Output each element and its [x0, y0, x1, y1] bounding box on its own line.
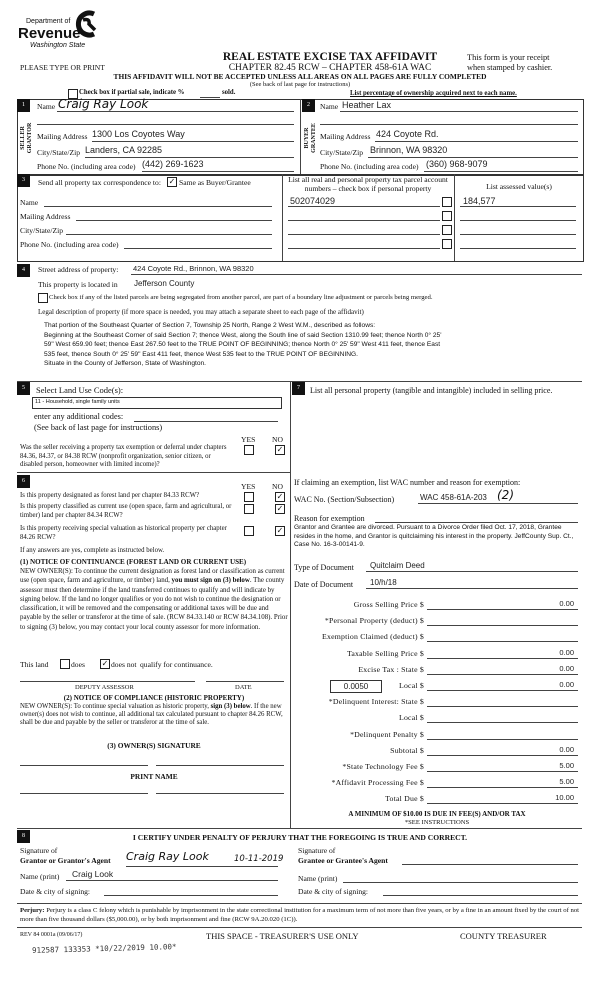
- tax-line-value: 0.00: [559, 599, 574, 608]
- reason-line: [375, 522, 578, 523]
- personal-property-checkbox-2[interactable]: [442, 211, 452, 221]
- s6-yes-header: YES: [241, 482, 256, 491]
- partial-percent-field[interactable]: [200, 97, 220, 98]
- seller-phone-field[interactable]: (442) 269-1623: [142, 159, 204, 169]
- buyer-phone-field[interactable]: (360) 968-9079: [426, 159, 488, 169]
- no-header: NO: [272, 435, 283, 444]
- tax-line-field[interactable]: [427, 739, 578, 740]
- please-type-note: PLEASE TYPE OR PRINT: [20, 63, 105, 72]
- tax-line-value: 10.00: [555, 793, 574, 803]
- tax-line-label: Exemption Claimed (deduct) $: [322, 632, 424, 642]
- form-revision: REV 84 0001a (09/06/17): [20, 932, 83, 938]
- tax-line-label: Local $: [399, 681, 424, 690]
- notice1-part-a: NEW OWNER(S): To continue the current designation as forest land or classification as current use (open space, farm and agriculture, or timber) land,: [20, 568, 285, 585]
- corr-mail-field[interactable]: [76, 220, 272, 221]
- tax-line-label: *Delinquent Penalty $: [350, 729, 424, 739]
- buyer-phone-line: [424, 171, 578, 172]
- seller-city-label: City/State/Zip: [37, 148, 81, 157]
- segregation-label: Check box if any of the listed parcels are being segregated from another parcel, are part of a boundary line adjustment or parcels being merged.: [49, 294, 433, 301]
- treasurer-space-label: THIS SPACE - TREASURER'S USE ONLY: [206, 931, 359, 941]
- grantee-date-city-label: Date & city of signing:: [298, 887, 369, 896]
- completion-warning: THIS AFFIDAVIT WILL NOT BE ACCEPTED UNLESS ALL AREAS ON ALL PAGES ARE FULLY COMPLETED: [113, 72, 487, 81]
- current-use-no-checkbox[interactable]: ✓: [276, 504, 284, 513]
- street-address-line: [131, 274, 582, 275]
- assessed-line-2[interactable]: [460, 220, 576, 221]
- additional-codes-field[interactable]: [134, 421, 278, 422]
- notice1-part-b: . The county assessor must then determine if the land transferred continues to qualify and will indicate by signing below. If the land no longer qualifies or you do not wish to continue the designation or classification, it will be removed and the compensating or additional taxes will be due and payable by the seller or transferor at the time of sale. (RCW 84.33.140 or RCW 84.34.108). Prior to signing (3) below, you may contact your local county assessor for more information.: [20, 577, 288, 631]
- forest-land-yes-checkbox[interactable]: [244, 492, 254, 502]
- tax-line-field[interactable]: [427, 625, 578, 626]
- parcel-line-2[interactable]: [288, 220, 440, 221]
- section-5-number: 5: [17, 382, 30, 395]
- forest-land-question: Is this property designated as forest land per chapter 84.33 RCW?: [20, 492, 200, 499]
- notice-continuance-title: (1) NOTICE OF CONTINUANCE (FOREST LAND OR CURRENT USE): [20, 558, 247, 566]
- corr-city-field[interactable]: [66, 234, 272, 235]
- historical-no-checkbox[interactable]: ✓: [276, 526, 284, 535]
- legal-description-text[interactable]: [44, 321, 441, 369]
- seller-phone-label: Phone No. (including area code): [37, 162, 136, 171]
- tax-line-label: *Affidavit Processing Fee $: [331, 778, 424, 788]
- corr-phone-field[interactable]: [124, 248, 272, 249]
- personal-property-checkbox-1[interactable]: [442, 197, 452, 207]
- print-name-label: PRINT NAME: [130, 772, 178, 781]
- grantor-date-city-label: Date & city of signing:: [20, 887, 91, 896]
- qualify-label: qualify for continuance.: [140, 660, 213, 669]
- grantor-signature-date: 10-11-2019: [234, 854, 284, 864]
- legal-line: That portion of the Southeast Quarter of Section 7, Township 25 North, Range 2 West W.M., described as follows:: [44, 322, 376, 329]
- tax-line-field[interactable]: [427, 609, 578, 610]
- land-use-see-back: (See back of last page for instructions): [34, 423, 163, 432]
- assessed-header: List assessed value(s): [486, 182, 552, 191]
- parties-divider: [300, 99, 301, 175]
- grantor-name-label: Name (print): [20, 872, 60, 881]
- partial-sale-label: Check box if partial sale, indicate %: [79, 89, 185, 96]
- buyer-mail-label: Mailing Address: [320, 132, 371, 141]
- grantor-sig-of-label: Signature of: [20, 846, 58, 855]
- buyer-mail-line: [375, 141, 578, 142]
- print-name-field-2[interactable]: [156, 793, 284, 794]
- owner-signature-label: (3) OWNER(S) SIGNATURE: [107, 741, 201, 750]
- seller-mail-label: Mailing Address: [37, 132, 88, 141]
- tax-line-field[interactable]: [427, 803, 578, 804]
- personal-property-checkbox-4[interactable]: [442, 239, 452, 249]
- land-use-code-select[interactable]: [32, 397, 282, 409]
- dor-logo: [18, 10, 98, 54]
- land-use-label: Select Land Use Code(s):: [36, 385, 124, 395]
- form-subtitle: CHAPTER 82.45 RCW – CHAPTER 458-61A WAC: [228, 63, 432, 73]
- see-back-note: (See back of last page for instructions): [249, 81, 351, 88]
- yes-header: YES: [241, 435, 256, 444]
- parcel-line-1: [288, 206, 440, 207]
- assessed-value-field[interactable]: 184,577: [463, 196, 496, 206]
- seller-mail-field[interactable]: 1300 Los Coyotes Way: [92, 129, 185, 139]
- tax-line-label: Taxable Selling Price $: [346, 648, 424, 658]
- wac-label: WAC No. (Section/Subsection): [294, 495, 395, 504]
- legal-line: 535 feet, thence South 0° 25' 59" East 411 feet, thence West 535 feet to the TRUE POINT OF BEGINNING.: [44, 350, 358, 358]
- deputy-assessor-signature[interactable]: [20, 681, 195, 682]
- local-rate-value: 0.0050: [343, 682, 369, 691]
- legal-description-label: Legal description of property (if more space is needed, you may attach a separate sheet to each page of the affidavit): [38, 308, 364, 316]
- notice-compliance-text: [20, 703, 288, 728]
- perjury-bold: Perjury:: [20, 907, 45, 914]
- buyer-city-field[interactable]: Brinnon, WA 98320: [370, 145, 448, 155]
- corr-name-field[interactable]: [44, 206, 272, 207]
- county-label: This property is located in: [38, 280, 118, 289]
- buyer-name-label: Name: [320, 102, 339, 111]
- additional-codes-label: enter any additional codes:: [34, 412, 124, 421]
- assessed-line-1: [460, 206, 576, 207]
- s6-no-header: NO: [272, 482, 283, 491]
- street-address-label: Street address of property:: [38, 265, 119, 274]
- grantee-signature-field[interactable]: [402, 864, 578, 865]
- doc-type-line: [366, 571, 578, 572]
- grantee-name-label: Name (print): [298, 874, 338, 883]
- tax-line-label: *Personal Property (deduct) $: [324, 616, 424, 626]
- cashier-stamp: 912587 133353 *10/22/2019 10.00*: [31, 942, 177, 955]
- ownership-note: List percentage of ownership acquired next to each name.: [350, 90, 517, 97]
- logo-swoosh-icon: [74, 10, 98, 38]
- perjury-statement: [20, 906, 582, 924]
- tax-line-field[interactable]: [427, 674, 578, 675]
- buyer-mail-field[interactable]: 424 Coyote Rd.: [376, 129, 439, 139]
- doc-date-field[interactable]: 10/h/18: [370, 578, 397, 587]
- doc-type-field[interactable]: Quitclaim Deed: [370, 561, 425, 570]
- notice1-bold: you must sign on (3) below: [171, 577, 250, 585]
- grantee-agent-label: Grantee or Grantee's Agent: [298, 856, 388, 865]
- tax-line-field[interactable]: [427, 690, 578, 691]
- tax-line-label: *Delinquent Interest: State $: [328, 697, 424, 707]
- receipt-note-2: when stamped by cashier.: [467, 63, 553, 72]
- segregation-checkbox[interactable]: [38, 293, 48, 303]
- deputy-date-field[interactable]: [206, 681, 284, 682]
- tax-line-value: 0.00: [559, 744, 574, 754]
- buyer-name-line: [340, 111, 578, 112]
- legal-line: 59" West 659.90 feet; thence East 267.50 feet to the TRUE POINT OF BEGINNING; thence North 0° 25' 59" West 411 feet, thence East: [44, 341, 441, 349]
- seller-name-line-2: [37, 124, 294, 125]
- section-3-divider-2: [454, 174, 455, 261]
- partial-sold-label: sold.: [222, 89, 236, 96]
- tax-line-label: Gross Selling Price $: [353, 600, 424, 609]
- wac-handwritten-subsection: (2): [497, 488, 514, 502]
- same-as-buyer-checkbox[interactable]: ✓: [168, 177, 176, 186]
- reason-label: Reason for exemption: [294, 514, 365, 523]
- exemption-deferral-question: Was the seller receiving a property tax exemption or deferral under chapters 84.36, 84.37, or 84.38 RCW (nonprofit organization, senior citizen, or disabled person, homeowner with limited income)?: [20, 444, 227, 469]
- current-use-yes-checkbox[interactable]: [244, 504, 254, 514]
- parcel-number-field[interactable]: 502074029: [290, 196, 336, 206]
- notice2-bold: sign (3) below: [210, 703, 251, 710]
- deputy-date-label: DATE: [235, 684, 252, 691]
- this-land-label: This land: [20, 660, 49, 669]
- exemption-no-checkbox[interactable]: ✓: [276, 445, 284, 454]
- buyer-name-field[interactable]: Heather Lax: [342, 100, 392, 110]
- tax-line-value: 5.00: [559, 777, 574, 787]
- see-instructions-note: *SEE INSTRUCTIONS: [404, 819, 470, 826]
- form-title: REAL ESTATE EXCISE TAX AFFIDAVIT: [222, 51, 438, 63]
- section-3-divider-1: [282, 174, 283, 261]
- seller-side-label: SELLER GRANTOR: [20, 122, 33, 154]
- send-correspondence-label: Send all property tax correspondence to:: [38, 178, 161, 187]
- seller-mail-line: [92, 141, 294, 142]
- seller-city-line: [85, 157, 294, 158]
- tax-line-label: Subtotal $: [390, 745, 424, 755]
- historical-property-question: Is this property receiving special valuation as historical property per chapter 84.26 RCW?: [20, 525, 227, 541]
- tax-line-field[interactable]: [427, 755, 578, 756]
- doc-date-label: Date of Document: [294, 580, 354, 589]
- same-as-buyer-label: Same as Buyer/Grantee: [179, 178, 251, 187]
- certify-statement: I CERTIFY UNDER PENALTY OF PERJURY THAT THE FOREGOING IS TRUE AND CORRECT.: [132, 833, 468, 842]
- parcel-line-4[interactable]: [288, 248, 440, 249]
- grantor-name-field[interactable]: Craig Look: [72, 869, 114, 879]
- reason-field[interactable]: Grantor and Grantee are divorced. Pursuant to a Divorce Order filed Oct. 17, 2018, Grantee resides in the home, and Grantor is quitclaiming his interest in the property. JeffCounty Sup. Ct., Case No. 16-3-00141-9.: [294, 524, 574, 549]
- section-7-number: 7: [292, 382, 305, 395]
- legal-line: Situate in the County of Jefferson, State of Washington.: [44, 360, 207, 368]
- land-use-code-value: 11 - Household, single family units: [35, 399, 120, 405]
- section-6-number: 6: [17, 475, 30, 488]
- tax-line-value: 0.00: [559, 663, 574, 673]
- section-3-number: 3: [17, 174, 30, 187]
- tax-line-label: *State Technology Fee $: [342, 762, 424, 771]
- grantor-agent-label: Grantor or Grantor's Agent: [20, 856, 111, 865]
- forest-land-no-checkbox[interactable]: ✓: [276, 492, 284, 501]
- street-address-field[interactable]: 424 Coyote Rd., Brinnon, WA 98320: [133, 264, 254, 273]
- buyer-side-label: BUYER GRANTEE: [304, 123, 317, 153]
- perjury-text: Perjury is a class C felony which is punishable by imprisonment in the state correctional institution for a maximum term of not more than five years, or by a fine in an amount fixed by the court of not more than five thousand dollars ($5,000.00), or by both imprisonment and fine (RCW 9A.20.020 (1C)).: [20, 907, 580, 923]
- seller-phone-line: [142, 171, 294, 172]
- notice-compliance-title: (2) NOTICE OF COMPLIANCE (HISTORIC PROPERTY): [63, 694, 245, 702]
- tax-line-value: 5.00: [559, 761, 574, 770]
- perjury-bottom-line: [17, 927, 582, 928]
- section-8-top-line: [17, 828, 582, 829]
- center-divider: [290, 381, 291, 828]
- tax-line-field[interactable]: [427, 706, 578, 707]
- legal-line: Beginning at the Southeast Corner of said Section 7; thence West, along the South line of said Section 1310.99 feet; thence North 0° 25': [44, 331, 442, 339]
- logo-revenue-text: Revenue: [18, 25, 81, 42]
- historical-yes-checkbox[interactable]: [244, 526, 254, 536]
- section-1-number: 1: [17, 99, 30, 112]
- section-8-number: 8: [17, 830, 30, 843]
- grantor-signature[interactable]: Craig Ray Look: [126, 850, 209, 863]
- grantee-date-city-field[interactable]: [383, 895, 578, 896]
- wac-line: [418, 503, 578, 504]
- grantor-sig-line: [126, 866, 278, 867]
- tax-line-field[interactable]: [427, 641, 578, 642]
- buyer-city-line: [368, 157, 578, 158]
- tax-line-value: 0.00: [559, 680, 574, 689]
- does-label: does: [71, 660, 85, 669]
- exemption-yes-checkbox[interactable]: [244, 445, 254, 455]
- seller-city-field[interactable]: Landers, CA 92285: [85, 145, 163, 155]
- section-4-number: 4: [17, 264, 30, 277]
- parcel-header: List all real and personal property tax parcel account numbers – check box if personal property: [288, 175, 448, 193]
- receipt-note-1: This form is your receipt: [467, 53, 550, 62]
- does-not-qualify-checkbox[interactable]: ✓: [101, 659, 109, 668]
- grantor-name-line: [66, 880, 278, 881]
- parcel-line-3[interactable]: [288, 234, 440, 235]
- deputy-assessor-label: DEPUTY ASSESSOR: [75, 684, 134, 691]
- notice2-part-a: NEW OWNER(S): To continue special valuation as historic property,: [20, 703, 209, 710]
- owner-signature-field-2[interactable]: [156, 765, 284, 766]
- corr-phone-label: Phone No. (including area code): [20, 240, 119, 249]
- buyer-city-label: City/State/Zip: [320, 148, 364, 157]
- tax-line-label: Local $: [399, 713, 424, 723]
- personal-property-label: List all personal property (tangible and intangible) included in selling price.: [310, 386, 553, 395]
- seller-name-line: [57, 111, 294, 112]
- grantee-name-field[interactable]: [343, 882, 578, 883]
- doc-date-line: [366, 588, 578, 589]
- does-not-label: does not: [111, 660, 137, 669]
- assessed-line-3[interactable]: [460, 234, 576, 235]
- seller-name-field[interactable]: Craig Ray Look: [58, 97, 149, 111]
- wac-field[interactable]: WAC 458-61A-203: [420, 493, 487, 502]
- grantee-sig-of-label: Signature of: [298, 846, 336, 855]
- if-yes-note: If any answers are yes, complete as instructed below.: [20, 547, 165, 554]
- assessed-line-4[interactable]: [460, 248, 576, 249]
- tax-line-field[interactable]: [427, 771, 578, 772]
- tax-line-field[interactable]: [427, 658, 578, 659]
- tax-line-field[interactable]: [427, 722, 578, 723]
- logo-dept-text: Department of: [26, 18, 71, 25]
- logo-state-text: Washington State: [30, 42, 86, 49]
- corr-mail-label: Mailing Address: [20, 212, 71, 221]
- print-name-field-1[interactable]: [20, 793, 148, 794]
- does-qualify-checkbox[interactable]: [60, 659, 70, 669]
- tax-line-label: Total Due $: [385, 794, 424, 804]
- corr-name-label: Name: [20, 198, 39, 207]
- tax-line-value: 0.00: [559, 647, 574, 657]
- tax-line-field[interactable]: [427, 787, 578, 788]
- minimum-due-note: A MINIMUM OF $10.00 IS DUE IN FEE(S) AND/OR TAX: [348, 810, 526, 818]
- buyer-name-line-2: [320, 124, 578, 125]
- current-use-question: Is this property classified as current use (open space, farm and agricultural, or timber) land per chapter 84.34 RCW?: [20, 503, 232, 519]
- county-treasurer-label: COUNTY TREASURER: [460, 931, 547, 941]
- section-6-top-line: [17, 472, 290, 473]
- grantor-date-city-field[interactable]: [104, 895, 278, 896]
- county-field[interactable]: Jefferson County: [134, 279, 195, 288]
- tax-line-label: Excise Tax : State $: [358, 664, 424, 674]
- doc-type-label: Type of Document: [294, 563, 354, 572]
- seller-name-label: Name: [37, 102, 56, 111]
- buyer-phone-label: Phone No. (including area code): [320, 162, 419, 171]
- personal-property-checkbox-3[interactable]: [442, 225, 452, 235]
- notice-continuance-text: [20, 567, 288, 632]
- exemption-claim-label: If claiming an exemption, list WAC number and reason for exemption:: [294, 478, 521, 487]
- corr-city-label: City/State/Zip: [20, 226, 64, 235]
- notice2-part-b: . If the new owner(s) does not wish to continue, all additional tax calculated pursuant to chapter 84.26 RCW, shall be due and payable by the seller or transferor at the time of sale.: [20, 703, 283, 727]
- section-2-number: 2: [302, 99, 315, 112]
- perjury-top-line: [17, 903, 582, 904]
- owner-signature-field-1[interactable]: [20, 765, 148, 766]
